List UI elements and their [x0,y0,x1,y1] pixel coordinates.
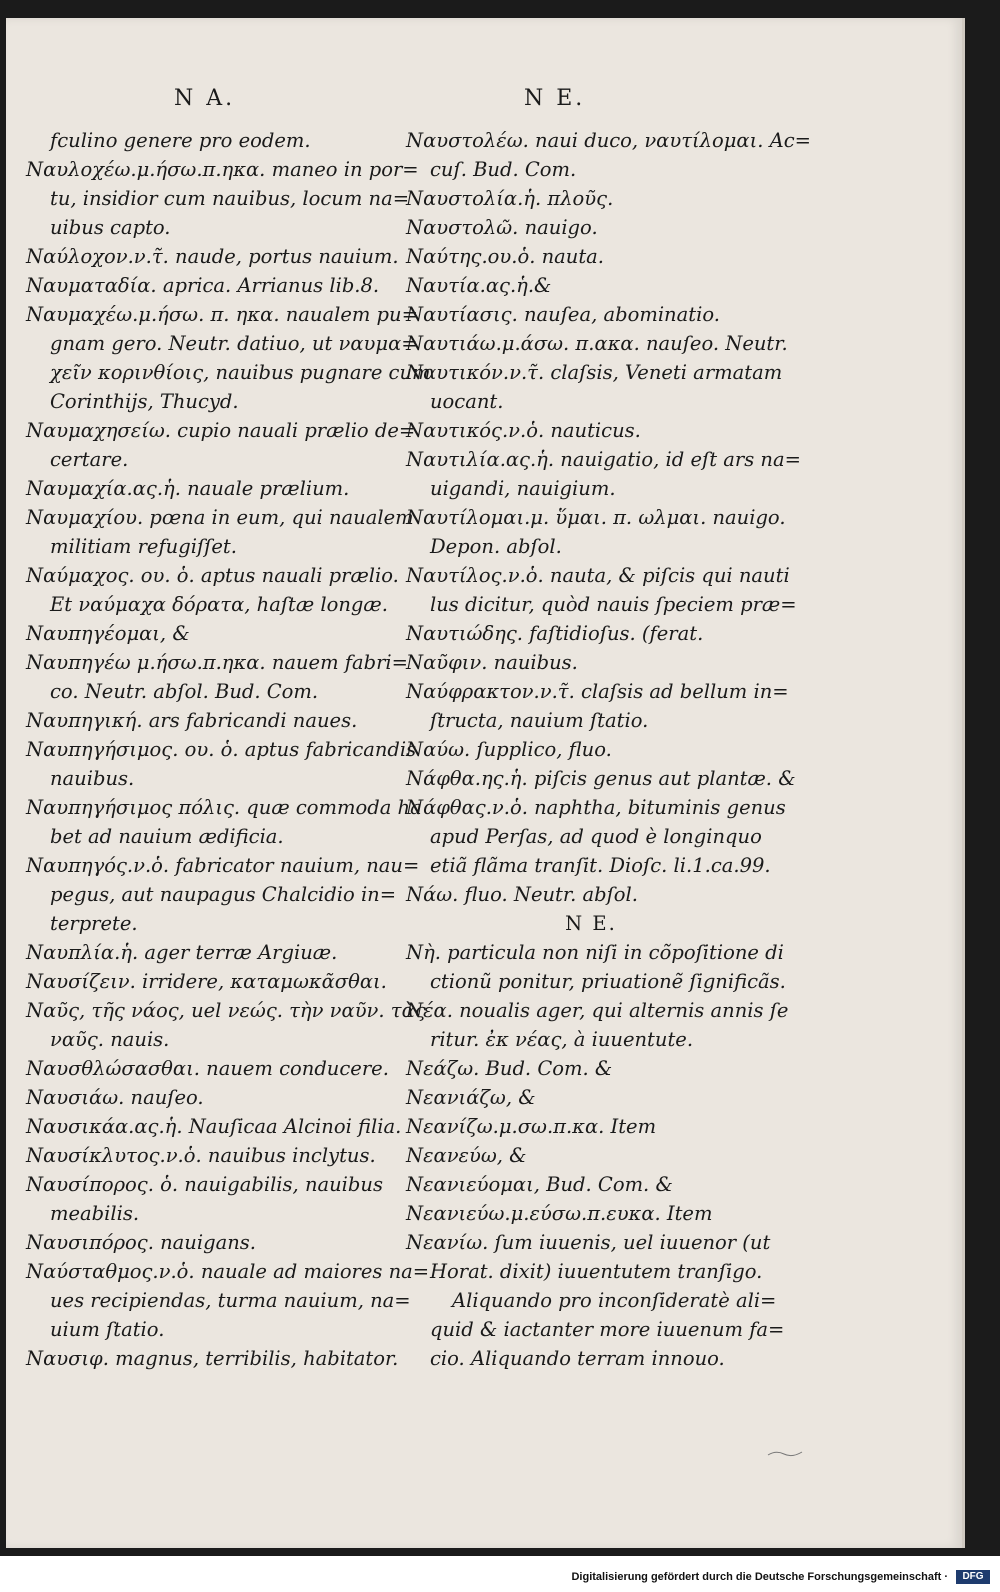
text-line: Ναυσίζειν. irridere, καταμωκᾶσθαι. [26,970,387,993]
text-line: Ναυστολῶ. nauigo. [406,216,598,239]
text-line: Ναυμαχέω.μ.ήσω. π. ηκα. naualem pu= [26,303,418,326]
text-line: tu, insidior cum nauibus, locum na= [50,187,410,210]
text-line: Νεανιάζω, & [406,1086,536,1109]
text-line: Ναυτία.ας.ἡ.& [406,274,552,297]
text-line: militiam refugiſſet. [50,535,237,558]
text-line: Νεανιεύω.μ.εύσω.π.ευκα. Item [406,1202,713,1225]
text-line: N E. [565,912,617,935]
text-line: Νεανεύω, & [406,1144,527,1167]
text-line: Ναυτιάω.μ.άσω. π.ακα. nauſeo. Neutr. [406,332,788,355]
text-line: Ναυματαδία. aprica. Arrianus lib.8. [26,274,380,297]
text-line: ctionũ ponitur, priuationẽ ſignificãs. [430,970,786,993]
text-line: Ναύσταθμος.ν.ὁ. nauale ad maiores na= [26,1260,430,1283]
text-line: Νεανιεύομαι, Bud. Com. & [406,1173,673,1196]
text-line: Ναυπηγός.ν.ὁ. fabricator nauium, nau= [26,854,420,877]
text-line: uocant. [430,390,504,413]
text-line: Ναυλοχέω.μ.ήσω.π.ηκα. maneo in por= [26,158,419,181]
ink-mark [766,1448,806,1458]
text-line: lus dicitur, quòd nauis ſpeciem præ= [430,593,797,616]
text-line: gnam gero. Neutr. datiuo, ut ναυμα= [50,332,418,355]
text-line: uium ſtatio. [50,1318,165,1341]
text-line: Ναυτίλομαι.μ. ὕμαι. π. ωλμαι. nauigo. [406,506,786,529]
text-line: Ναύλοχον.ν.τ̃. naude, portus nauium. [26,245,399,268]
text-line: Ναυμαχίου. pœna in eum, qui naualem [26,506,414,529]
text-line: Ναυστολέω. naui duco, ναυτίλομαι. Ac= [406,129,811,152]
text-line: meabilis. [50,1202,140,1225]
right-column [406,126,811,1373]
text-line: ritur. ἐκ νέας, à iuuentute. [430,1028,694,1051]
text-line: quid & iactanter more iuuenum fa= [430,1318,785,1341]
text-line: Ναῦς, τῆς νάος, uel νεώς. τὴν ναῦν. τὰς [26,999,426,1022]
text-line: Depon. abſol. [430,535,562,558]
text-line: Νὴ. particula non niſi in cõpoſitione di [406,941,784,964]
left-column-header: N A. [174,86,236,111]
text-line: Ναυσίπορος. ὁ. nauigabilis, nauibus [26,1173,383,1196]
text-line: Νεάζω. Bud. Com. & [406,1057,613,1080]
text-line: Ναυτιώδης. faſtidioſus. (ferat. [406,622,704,645]
text-line: Ναυπηγέομαι, & [26,622,190,645]
text-line: Ναυτίασις. nauſea, abominatio. [406,303,720,326]
text-line: Ναυσθλώσασθαι. nauem conducere. [26,1057,389,1080]
text-line: Ναυμαχησείω. cupio nauali prælio de= [26,419,416,442]
text-line: Ναυστολία.ἡ. πλοῦς. [406,187,614,210]
text-line: Ναυσιάω. nauſeo. [26,1086,204,1109]
text-line: Ναυσιπόρος. nauigans. [26,1231,256,1254]
text-line: Ναύτης.ου.ὁ. nauta. [406,245,605,268]
text-line: Ναῦφιν. nauibus. [406,651,578,674]
text-line: nauibus. [50,767,135,790]
text-line: Ναυτιλία.ας.ἡ. nauigatio, id eſt ars na= [406,448,801,471]
text-line: Corinthijs, Thucyd. [50,390,239,413]
text-line: Ναύφρακτον.ν.τ̃. claſsis ad bellum in= [406,680,789,703]
text-line: Ναυσίκλυτος.ν.ὁ. nauibus inclytus. [26,1144,376,1167]
text-line: cuſ. Bud. Com. [430,158,577,181]
text-line: Ναυπηγέω μ.ήσω.π.ηκα. nauem fabri= [26,651,409,674]
text-line: terprete. [50,912,138,935]
text-line: Ναυσικάα.ας.ἡ. Nauſicaa Alcinoi filia. [26,1115,402,1138]
text-line: Ναυπηγήσιμος. ου. ὁ. aptus fabricandis [26,738,417,761]
text-line: bet ad nauium ædificia. [50,825,284,848]
text-line: Νεανίω. ſum iuuenis, uel iuuenor (ut [406,1231,771,1254]
text-line: pegus, aut naupagus Chalcidio in= [50,883,397,906]
text-line: Ναυμαχία.ας.ἡ. nauale prælium. [26,477,350,500]
text-line: ſtructa, nauium ſtatio. [430,709,649,732]
text-line: Ναύω. ſupplico, fluo. [406,738,612,761]
left-column [26,126,431,1373]
text-line: Horat. dixit) iuuentutem tranſigo. [430,1260,763,1283]
text-line: fculino genere pro eodem. [50,129,311,152]
right-column-header: N E. [524,86,586,111]
text-line: Ναυτίλος.ν.ὁ. nauta, & piſcis qui nauti [406,564,790,587]
text-line: Νάφθας.ν.ὁ. naphtha, bituminis genus [406,796,786,819]
text-line: Ναυπηγική. ars fabricandi naues. [26,709,358,732]
text-line: Νέα. noualis ager, qui alternis annis ſe [406,999,789,1022]
text-line: Ναυσιφ. magnus, terribilis, habitator. [26,1347,399,1370]
funding-notice: Digitalisierung gefördert durch die Deutsche Forschungsgemeinschaft · [571,1571,948,1583]
text-line: Νεανίζω.μ.σω.π.κα. Item [406,1115,657,1138]
text-line: cio. Aliquando terram innouo. [430,1347,725,1370]
text-line: Ναυπλία.ἡ. ager terræ Argiuæ. [26,941,338,964]
text-line: Ναυτικός.ν.ὁ. nauticus. [406,419,641,442]
text-line: χεῖν κορινθίοις, nauibus pugnare cum [50,361,431,384]
text-line: Νάω. fluo. Neutr. abſol. [406,883,638,906]
text-line: etiã flãma tranſit. Dioſc. li.1.ca.99. [430,854,771,877]
text-line: certare. [50,448,129,471]
dfg-logo-icon: DFG [956,1570,990,1584]
text-line: Et ναύμαχα δόρατα, haſtæ longæ. [50,593,388,616]
book-page [6,18,965,1548]
text-line: co. Neutr. abſol. Bud. Com. [50,680,319,703]
text-line: Aliquando pro inconſideratè ali= [452,1289,777,1312]
text-line: Ναυτικόν.ν.τ̃. claſsis, Veneti armatam [406,361,783,384]
text-line: Ναύμαχος. ου. ὁ. aptus nauali prælio. [26,564,399,587]
text-line: apud Perſas, ad quod è longinquo [430,825,762,848]
text-line: uigandi, nauigium. [430,477,616,500]
text-line: ues recipiendas, turma nauium, na= [50,1289,411,1312]
text-line: Νάφθα.ης.ἡ. piſcis genus aut plantæ. & [406,767,796,790]
text-line: uibus capto. [50,216,171,239]
text-line: ναῦς. nauis. [50,1028,170,1051]
text-line: Ναυπηγήσιμος πόλις. quæ commoda ha [26,796,422,819]
